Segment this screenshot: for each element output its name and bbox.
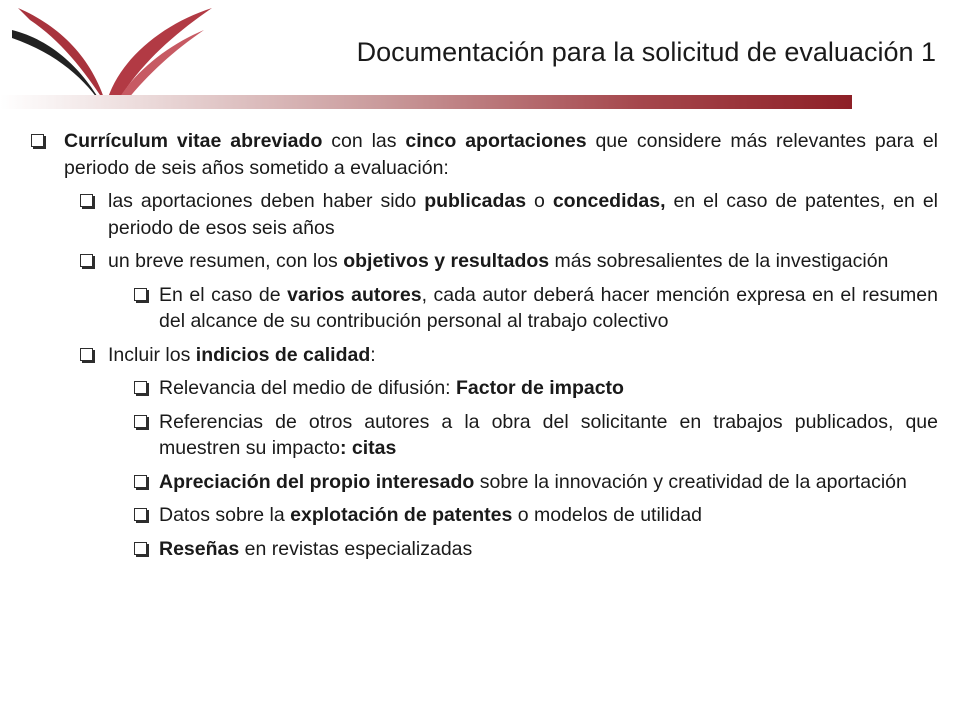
text: en revistas especializadas [239,537,473,560]
text: más sobresalientes de la investigación [549,250,889,272]
text: un breve resumen, con los [108,250,344,272]
text: En el caso de [159,283,288,306]
text: Referencias de otros autores a la obra del solicitante en trabajos publicados, que muestren su impacto [159,410,938,459]
checkbox-bullet-icon [134,415,147,428]
text: Relevancia del medio de difusión: [159,377,457,399]
text: las aportaciones deben haber sido [108,190,425,212]
list-item [24,536,938,563]
bold-text: Currículum vitae abreviado [64,130,323,152]
title-underline-bar [0,95,852,109]
text: : [370,343,376,366]
list-item [24,409,938,462]
bold-text: objetivos y resultados [343,250,550,272]
checkbox-bullet-icon [31,134,44,147]
checkbox-bullet-icon [134,475,147,488]
text: o modelos de utilidad [512,504,703,526]
bold-text: publicadas [424,190,527,212]
checkbox-bullet-icon [80,254,93,267]
text: o [526,190,553,212]
bold-text: Reseñas [159,537,240,560]
checkbox-bullet-icon [134,288,147,301]
text: que considere más relevantes para el periodo de seis años sometido a evaluación: [64,130,938,179]
bold-text: indicios de calidad [195,343,371,366]
list-item [24,469,938,496]
bold-text: Factor de impacto [456,377,624,399]
list-item [24,282,938,335]
list-item [24,188,938,241]
bold-text: Apreciación del propio interesado [159,470,475,493]
list-item [24,502,938,529]
list-item [24,375,938,402]
page-title: Documentación para la solicitud de evaluación 1 [356,37,936,67]
bold-text: : citas [340,437,397,459]
checkbox-bullet-icon [134,508,147,521]
bold-text: concedidas, [552,190,666,212]
text: en el caso de patentes, en el periodo de esos seis años [108,190,938,239]
text: sobre la innovación y creatividad de la aportación [474,470,907,493]
list-item [24,128,938,181]
list-item [24,248,938,275]
checkbox-bullet-icon [134,381,147,394]
bold-text: cinco aportaciones [405,130,587,152]
checkbox-bullet-icon [134,542,147,555]
checkbox-bullet-icon [80,348,93,361]
checkbox-bullet-icon [80,194,93,207]
text: con las [322,130,406,152]
bold-text: explotación de patentes [290,504,513,526]
bold-text: varios autores [287,283,422,306]
text: Datos sobre la [159,504,291,526]
text: Incluir los [108,343,196,366]
bullet-list [24,128,938,569]
list-item [24,342,938,369]
text: , cada autor deberá hacer mención expresa en el resumen del alcance de su contribución personal al trabajo colectivo [159,283,938,332]
